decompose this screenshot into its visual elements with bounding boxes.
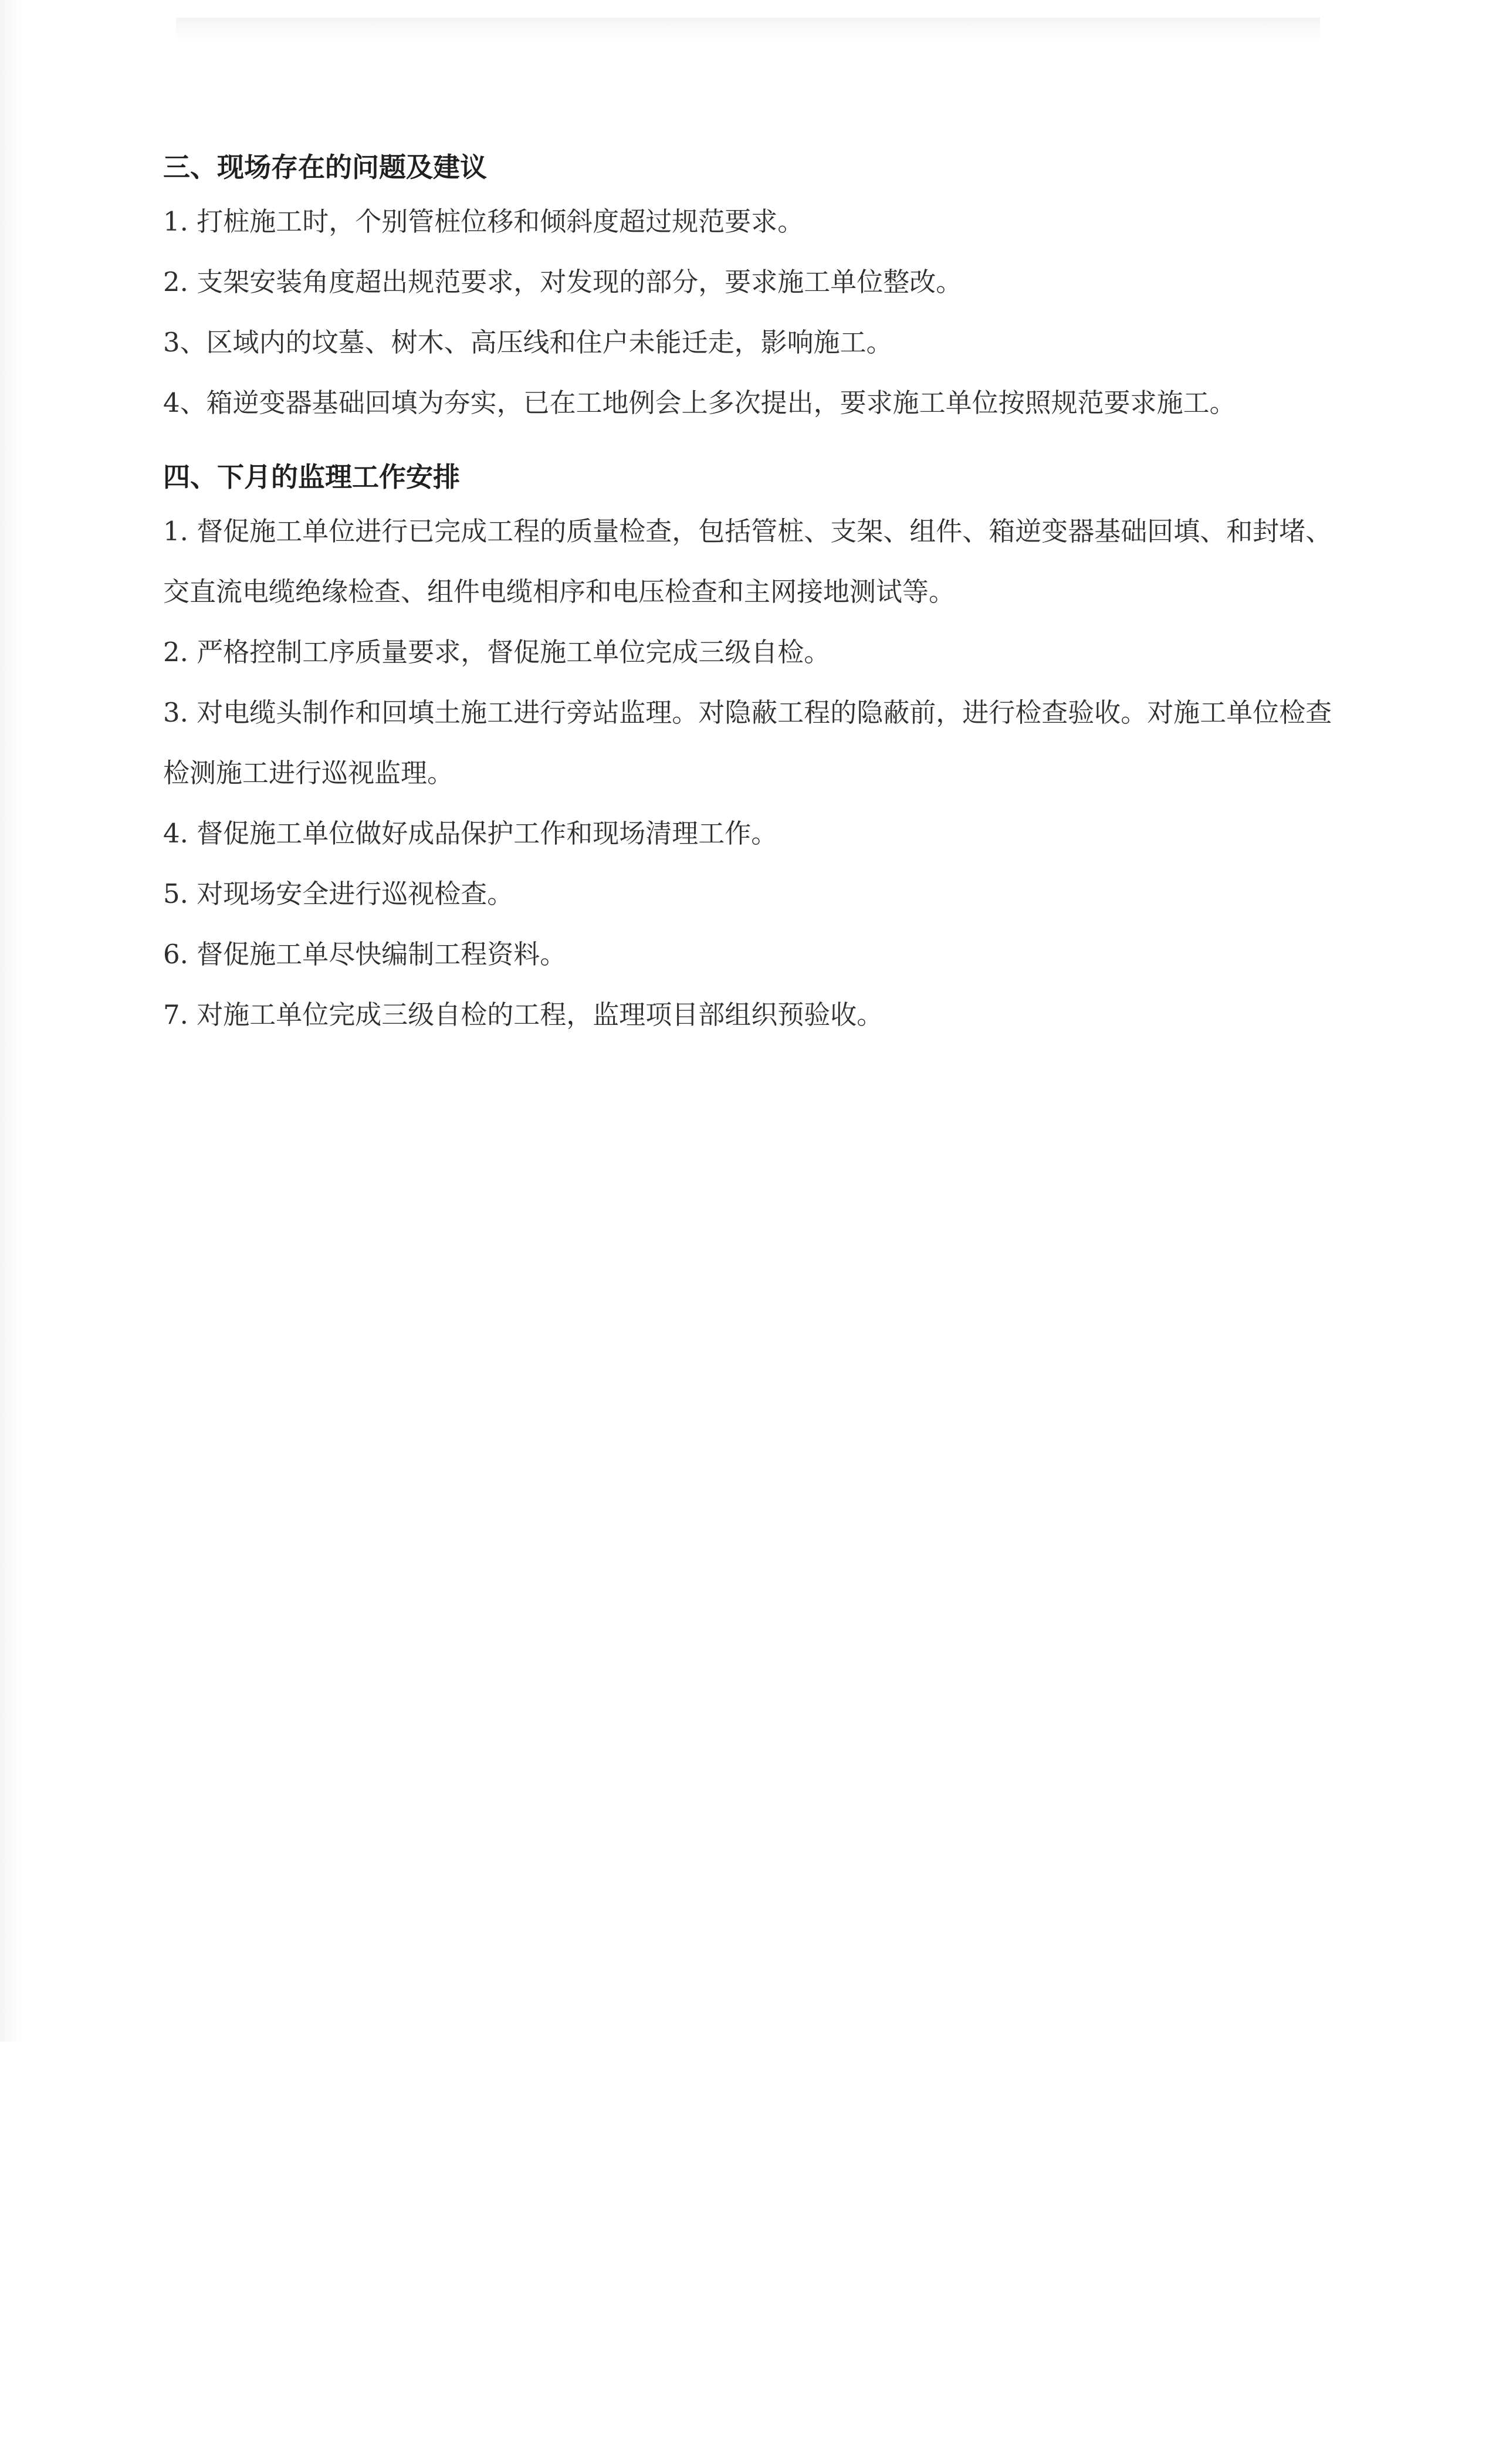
- scan-shadow-left: [0, 0, 23, 2042]
- list-item: 3、区域内的坟墓、树木、高压线和住户未能迁走，影响施工。: [163, 327, 893, 358]
- list-item: 7. 对施工单位完成三级自检的工程，监理项目部组织预验收。: [163, 999, 884, 1030]
- list-item: 4. 督促施工单位做好成品保护工作和现场清理工作。: [163, 818, 778, 849]
- list-item: 1. 打桩施工时，个别管桩位移和倾斜度超过规范要求。: [163, 206, 804, 237]
- list-item: 3. 对电缆头制作和回填土施工进行旁站监理。对隐蔽工程的隐蔽前，进行检查验收。对施工单位检查检测施工进行巡视监理。: [163, 697, 1332, 788]
- list-item: 2. 支架安装角度超出规范要求，对发现的部分，要求施工单位整改。: [163, 266, 963, 297]
- document-body: [163, 147, 1354, 1045]
- list-item: 1. 督促施工单位进行已完成工程的质量检查，包括管桩、支架、组件、箱逆变器基础回填、和封堵、交直流电缆绝缘检查、组件电缆相序和电压检查和主网接地测试等。: [163, 516, 1332, 607]
- list-item: 4、箱逆变器基础回填为夯实，已在工地例会上多次提出，要求施工单位按照规范要求施工。: [163, 387, 1236, 418]
- scan-shadow-top: [176, 18, 1320, 41]
- list-item: 2. 严格控制工序质量要求，督促施工单位完成三级自检。: [163, 637, 831, 668]
- section-problems-suggestions: [163, 147, 1354, 433]
- list-item: 6. 督促施工单尽快编制工程资料。: [163, 939, 567, 970]
- section-heading: 四、下月的监理工作安排: [163, 461, 460, 493]
- list-item: 5. 对现场安全进行巡视检查。: [163, 878, 514, 909]
- section-heading: 三、现场存在的问题及建议: [163, 151, 487, 183]
- section-next-month-plan: [163, 456, 1354, 1045]
